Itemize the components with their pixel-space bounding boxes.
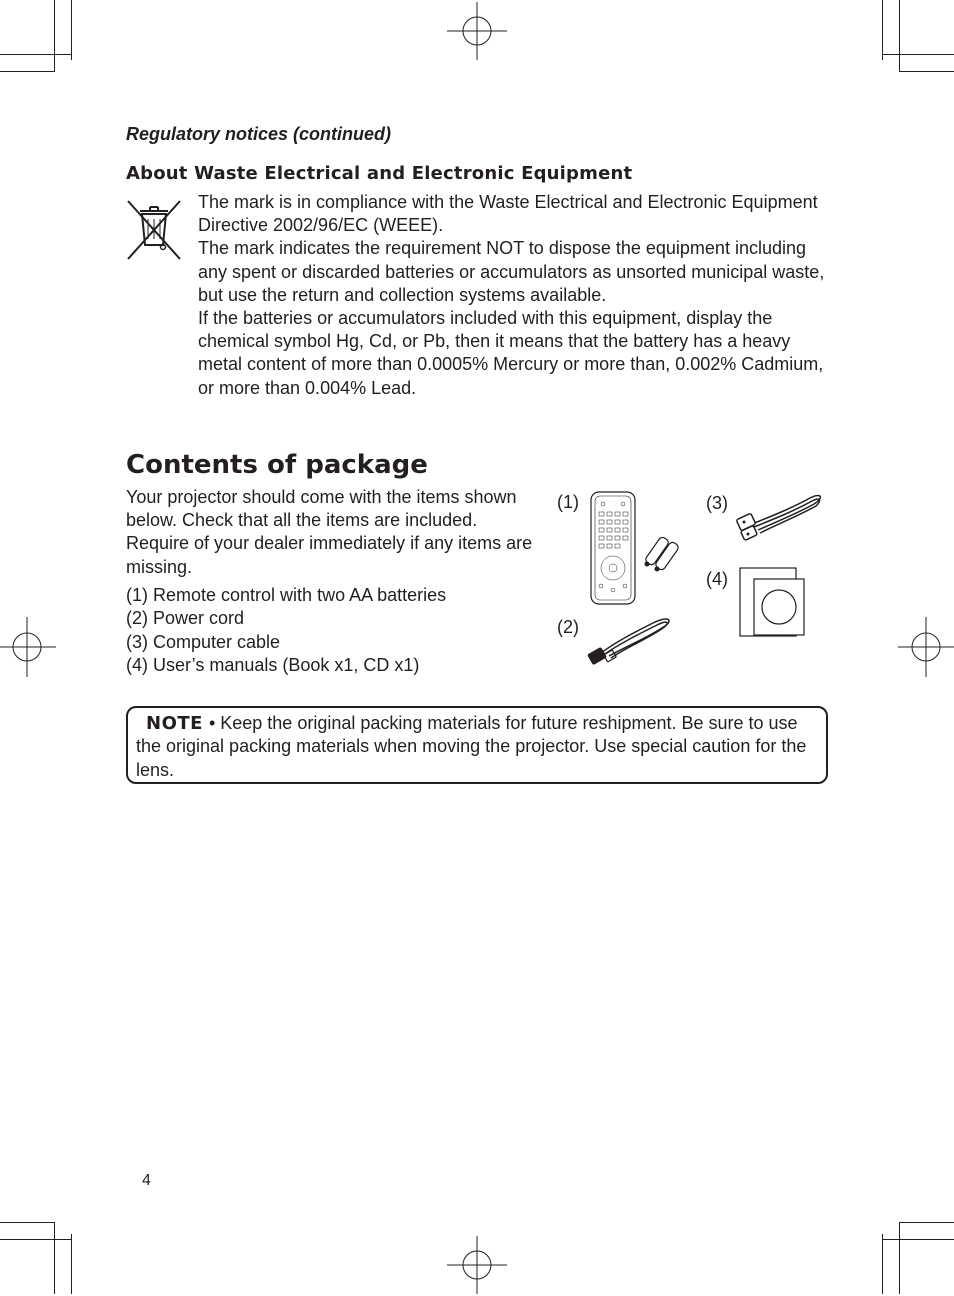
registration-mark-top	[447, 2, 507, 62]
list-item: (1) Remote control with two AA batteries	[126, 585, 447, 605]
weee-paragraph: If the batteries or accumulators included with this equipment, display the chemical symbol Hg, Cd, or Pb, then it means that the battery has a heavy metal content of more than 0.0005% Mercury or more than, 0.002% Cadmium, or more than 0.004% Lead.	[198, 308, 824, 398]
list-item: (2) Power cord	[126, 608, 245, 629]
remote-control-icon	[588, 490, 638, 606]
weee-paragraph: The mark indicates the requirement NOT to dispose the equipment including any spent or discarded batteries or accumulators as unsorted municipal waste, but use the return and collection systems available.	[198, 238, 825, 305]
page-number: 4	[142, 1172, 151, 1189]
registration-mark-left	[0, 617, 60, 677]
weee-paragraph: The mark is in compliance with the Waste Electrical and Electronic Equipment Directive 2002/96/EC (WEEE).	[198, 192, 818, 236]
figure-label: (3)	[706, 493, 728, 513]
figure-label: (4)	[706, 569, 728, 589]
manual-and-cd-icon	[738, 566, 808, 638]
registration-mark-bottom	[447, 1236, 507, 1296]
power-cord-icon	[585, 612, 675, 668]
note-box	[126, 706, 828, 784]
page-title: Contents of package	[126, 450, 428, 480]
registration-mark-right	[896, 617, 954, 677]
aa-batteries-icon	[640, 537, 680, 577]
list-item: (3) Computer cable	[126, 631, 281, 652]
computer-cable-icon	[732, 490, 824, 546]
figure-label: (2)	[557, 617, 579, 637]
crossed-out-wheelie-bin-icon	[126, 199, 182, 261]
note-text: • Keep the original packing materials for future reshipment. Be sure to use the original packing materials when moving the projector. Use special caution for the lens.	[136, 713, 807, 780]
section-subtitle: Regulatory notices (continued)	[126, 124, 392, 144]
contents-intro: Your projector should come with the items shown below. Check that all the items are included. Require of your dealer immediately if any items are missing.	[126, 487, 533, 577]
figure-label: (1)	[557, 492, 579, 512]
list-item: (4) User’s manuals (Book x1, CD x1)	[126, 654, 420, 675]
note-label: NOTE	[146, 713, 203, 734]
package-item-list	[126, 584, 446, 677]
weee-heading: About Waste Electrical and Electronic Equipment	[126, 163, 633, 184]
weee-body	[198, 191, 838, 400]
